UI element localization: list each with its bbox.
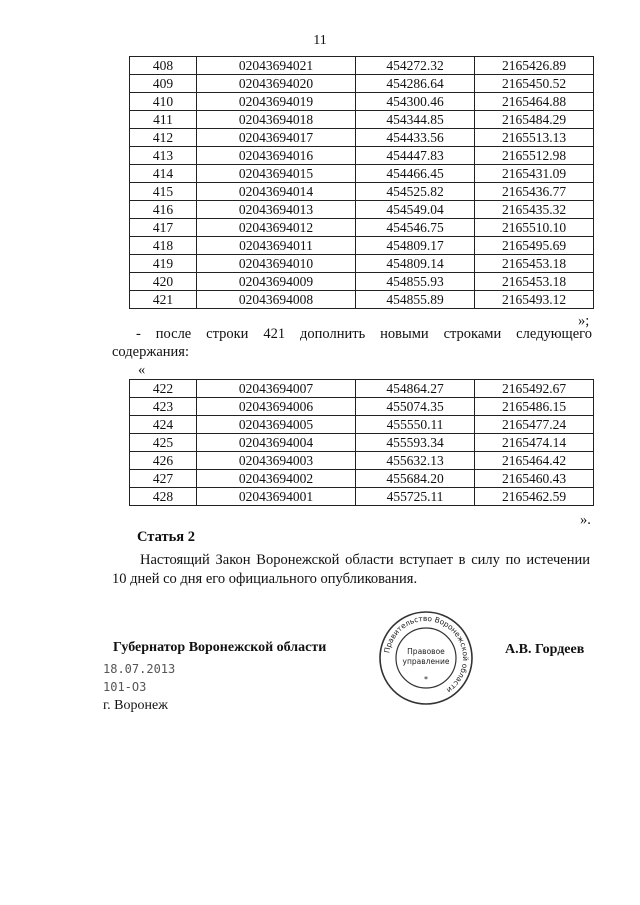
coordinate-y: 2165477.24	[475, 416, 594, 434]
law-number: 101-ОЗ	[103, 680, 147, 694]
coordinate-x: 454286.64	[356, 75, 475, 93]
opening-quote-2: «	[138, 362, 146, 378]
cadastral-number: 02043694014	[197, 183, 356, 201]
coordinate-x: 455725.11	[356, 488, 475, 506]
row-number: 418	[130, 237, 197, 255]
row-number: 416	[130, 201, 197, 219]
table-row	[130, 129, 594, 147]
coordinate-x: 455632.13	[356, 452, 475, 470]
row-number: 413	[130, 147, 197, 165]
coordinate-x: 455684.20	[356, 470, 475, 488]
table-row	[130, 219, 594, 237]
governor-name: А.В. Гордеев	[505, 642, 585, 657]
coordinate-x: 454272.32	[356, 57, 475, 75]
cadastral-number: 02043694011	[197, 237, 356, 255]
coordinate-y: 2165453.18	[475, 255, 594, 273]
coordinate-y: 2165484.29	[475, 111, 594, 129]
coordinate-x: 454300.46	[356, 93, 475, 111]
table-row	[130, 291, 594, 309]
table-row	[130, 57, 594, 75]
row-number: 409	[130, 75, 197, 93]
coordinate-y: 2165495.69	[475, 237, 594, 255]
row-number: 425	[130, 434, 197, 452]
coordinate-x: 454864.27	[356, 380, 475, 398]
coordinate-x: 454466.45	[356, 165, 475, 183]
table-row	[130, 416, 594, 434]
row-number: 410	[130, 93, 197, 111]
coordinate-x: 454344.85	[356, 111, 475, 129]
coordinate-y: 2165460.43	[475, 470, 594, 488]
coordinate-x: 454809.17	[356, 237, 475, 255]
table-row	[130, 93, 594, 111]
coordinate-y: 2165474.14	[475, 434, 594, 452]
row-number: 411	[130, 111, 197, 129]
coordinates-table-1	[129, 56, 594, 309]
page-number: 11	[313, 33, 327, 48]
coordinate-y: 2165436.77	[475, 183, 594, 201]
table-row	[130, 398, 594, 416]
row-number: 422	[130, 380, 197, 398]
coordinate-y: 2165493.12	[475, 291, 594, 309]
cadastral-number: 02043694001	[197, 488, 356, 506]
cadastral-number: 02043694017	[197, 129, 356, 147]
table-row	[130, 147, 594, 165]
row-number: 428	[130, 488, 197, 506]
row-number: 419	[130, 255, 197, 273]
row-number: 421	[130, 291, 197, 309]
coordinate-y: 2165431.09	[475, 165, 594, 183]
table-row	[130, 255, 594, 273]
coordinate-y: 2165513.13	[475, 129, 594, 147]
table-row	[130, 452, 594, 470]
table-row	[130, 434, 594, 452]
table-row	[130, 273, 594, 291]
coordinate-x: 454525.82	[356, 183, 475, 201]
row-number: 420	[130, 273, 197, 291]
closing-quote-1: »;	[578, 313, 590, 329]
coordinate-x: 454433.56	[356, 129, 475, 147]
amendment-paragraph: - после строки 421 дополнить новыми строками следующего содержания:	[112, 326, 592, 360]
cadastral-number: 02043694010	[197, 255, 356, 273]
coordinate-x: 454855.89	[356, 291, 475, 309]
row-number: 424	[130, 416, 197, 434]
cadastral-number: 02043694018	[197, 111, 356, 129]
cadastral-number: 02043694020	[197, 75, 356, 93]
row-number: 417	[130, 219, 197, 237]
table-row	[130, 237, 594, 255]
table-row	[130, 183, 594, 201]
signing-city: г. Воронеж	[103, 698, 168, 713]
cadastral-number: 02043694002	[197, 470, 356, 488]
coordinate-x: 454809.14	[356, 255, 475, 273]
table-row	[130, 111, 594, 129]
row-number: 427	[130, 470, 197, 488]
coordinate-y: 2165492.67	[475, 380, 594, 398]
row-number: 412	[130, 129, 197, 147]
row-number: 426	[130, 452, 197, 470]
cadastral-number: 02043694006	[197, 398, 356, 416]
cadastral-number: 02043694013	[197, 201, 356, 219]
coordinate-y: 2165453.18	[475, 273, 594, 291]
cadastral-number: 02043694005	[197, 416, 356, 434]
coordinate-x: 454855.93	[356, 273, 475, 291]
row-number: 408	[130, 57, 197, 75]
seal-outer-text: Правительство Воронежской области	[382, 613, 471, 695]
coordinates-table-2	[129, 379, 594, 506]
coordinate-y: 2165462.59	[475, 488, 594, 506]
cadastral-number: 02043694007	[197, 380, 356, 398]
coordinate-y: 2165464.42	[475, 452, 594, 470]
cadastral-number: 02043694008	[197, 291, 356, 309]
table-row	[130, 488, 594, 506]
coordinate-x: 455593.34	[356, 434, 475, 452]
table-row	[130, 201, 594, 219]
article-title: Статья 2	[137, 529, 195, 545]
cadastral-number: 02043694004	[197, 434, 356, 452]
cadastral-number: 02043694016	[197, 147, 356, 165]
cadastral-number: 02043694015	[197, 165, 356, 183]
cadastral-number: 02043694012	[197, 219, 356, 237]
coordinate-x: 455550.11	[356, 416, 475, 434]
row-number: 423	[130, 398, 197, 416]
table-row	[130, 165, 594, 183]
seal-star: *	[424, 675, 428, 684]
coordinate-y: 2165512.98	[475, 147, 594, 165]
cadastral-number: 02043694003	[197, 452, 356, 470]
coordinate-y: 2165426.89	[475, 57, 594, 75]
coordinate-y: 2165450.52	[475, 75, 594, 93]
coordinate-y: 2165486.15	[475, 398, 594, 416]
cadastral-number: 02043694021	[197, 57, 356, 75]
cadastral-number: 02043694019	[197, 93, 356, 111]
row-number: 415	[130, 183, 197, 201]
cadastral-number: 02043694009	[197, 273, 356, 291]
table-row	[130, 380, 594, 398]
seal-inner-line2: управление	[402, 657, 450, 666]
coordinate-y: 2165510.10	[475, 219, 594, 237]
signing-date: 18.07.2013	[103, 662, 176, 676]
governor-title: Губернатор Воронежской области	[113, 640, 327, 655]
article-text: Настоящий Закон Воронежской области вступает в силу по истечении 10 дней со дня его официального опубликования.	[112, 552, 590, 587]
seal-stamp	[378, 610, 474, 706]
coordinate-x: 454546.75	[356, 219, 475, 237]
coordinate-x: 454549.04	[356, 201, 475, 219]
table-row	[130, 75, 594, 93]
seal-inner-line1: Правовое	[407, 647, 445, 656]
closing-quote-2: ».	[580, 512, 591, 528]
coordinate-x: 455074.35	[356, 398, 475, 416]
coordinate-y: 2165435.32	[475, 201, 594, 219]
coordinate-x: 454447.83	[356, 147, 475, 165]
row-number: 414	[130, 165, 197, 183]
coordinate-y: 2165464.88	[475, 93, 594, 111]
table-row	[130, 470, 594, 488]
